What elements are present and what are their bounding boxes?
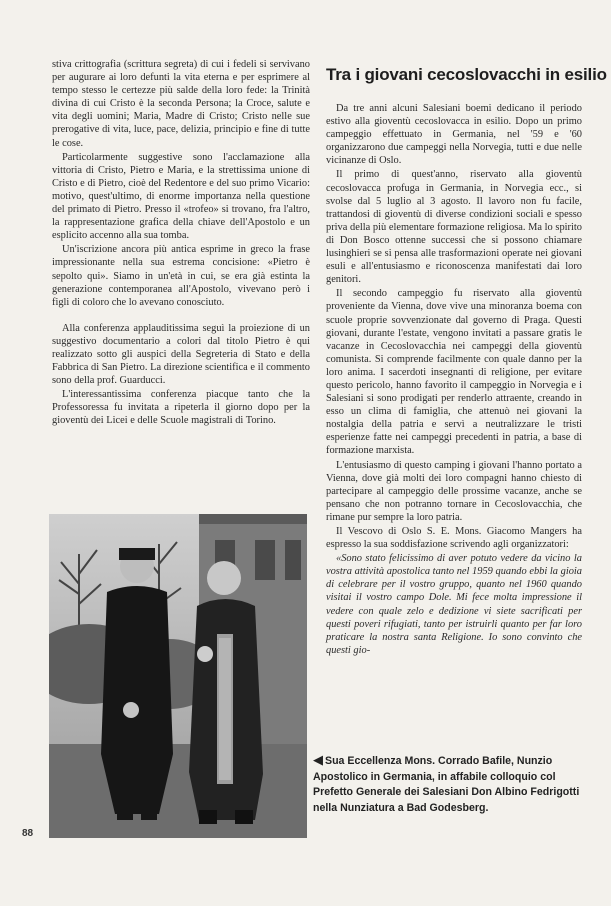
right-column — [326, 58, 607, 658]
caption-text: Sua Eccellenza Mons. Corrado Bafile, Nunzio Apostolico in Germania, in affabile colloquio col Prefetto Generale dei Salesiani Don Albino Fedrigotti nella Nunziatura a Bad Godesberg. — [313, 755, 580, 814]
left-paragraph: L'interessantissima conferenza piacque tanto che la Professoressa fu invitata a ripeterla il giorno dopo per la gioventù dei Licei e delle Scuole magistrali di Torino. — [52, 389, 310, 427]
right-paragraph: Il primo di quest'anno, riservato alla gioventù cecoslovacca profuga in Germania, in Norvegia ecc., si svolse dal 5 luglio al 3 agosto. Il lavoro non fu facile, trattandosi di gioventù di diverse condizioni sociali e spesso priva della più elementare formazione religiosa. Ma lo spirito di Don Bosco ottenne successi che si possono chiamare lusinghieri se si pensa alle trasformazioni operate nei giovani esuli e all'entusiasmo e riconoscenza manifestati dai loro genitori. — [326, 169, 582, 286]
right-paragraph: Il secondo campeggio fu riservato alla gioventù proveniente da Vienna, dove vive una minoranza boema con scuole proprie sovvenzionate dal governo di Praga. Questi giovani, durante l'estate, vengono invitati a passare gratis le vacanze in Cecoslovacchia nei campeggi della gioventù comunista. Si comprende facilmente con quale danno per la loro anima. I sacerdoti insegnanti di religione, per evitare questo pericolo, hanno favorito il campeggio in Norvegia e i Salesiani si sono prodigati per renderlo attraente, creando in esso un clima di famiglia, che attenuò nei giovani la nostalgia della patria e servì a neutralizzare le tristi esperienze fatte nei campeggi precedenti in patria, a base di formazione marxista. — [326, 288, 582, 457]
right-paragraph: Il Vescovo di Oslo S. E. Mons. Giacomo Mangers ha espresso la sua soddisfazione scrivendo agli organizzatori: — [326, 526, 582, 551]
page-number: 88 — [22, 828, 34, 839]
right-paragraph: Da tre anni alcuni Salesiani boemi dedicano il periodo estivo alla gioventù cecoslovacca in esilio. Dopo un primo campeggio effettuato in Germania, nel '59 e '60 organizzarono due campeggi nella Norvegia, tutti e due nelle vicinanze di Oslo. — [326, 103, 582, 167]
photo-caption — [313, 752, 585, 816]
bishop-quote: «Sono stato felicissimo di aver potuto vedere da vicino la vostra attività apostolica tanto nel 1959 quando ebbi la gioia di celebrare per il vostro gruppo, quanto nel 1960 quando visitai il vostro campo Dole. Mi fece molta impressione il vedere con quale zelo e dedizione vi siete sacrificati per questi poveri rifugiati, tanto per istruirli quanto per far loro praticare la nostra santa Religione. Io sono convinto che questi gio- — [326, 553, 582, 656]
photo-illustration — [49, 514, 307, 838]
article-heading: Tra i giovani cecoslovacchi in esilio — [326, 65, 607, 84]
left-triangle-icon: ◀ — [313, 752, 323, 767]
photograph — [49, 514, 307, 838]
right-paragraph: L'entusiasmo di questo camping i giovani l'hanno portato a Vienna, dove già molti dei loro compagni hanno chiesto di partecipare al campeggio delle prossime vacanze, anche se pensano che non potranno tornare in Cecoslovacchia, che rimane pur sempre la loro patria. — [326, 459, 582, 523]
left-paragraph: Particolarmente suggestive sono l'acclamazione alla vittoria di Cristo, Pietro e Maria, e la strettissima unione di Cristo e di Pietro, cioè del Redentore e del suo primo Vicario: motivo, quest'ultimo, di enorme importanza nella questione del primato di Pietro. Presso il «trofeo» si trovano, fra l'altro, la rappresentazione grafica della chiave dell'Apostolo e un esplicito accenno alla sua tomba. — [52, 151, 310, 242]
left-column — [52, 58, 310, 429]
left-paragraph: Un'iscrizione ancora più antica esprime in greco la frase impressionante nella sua estrema concisione: «Pietro è sepolto qui». Siamo in un'età in cui, se era già estinta la generazione contemporanea all'Apostolo, vivevano però i figli di coloro che lo avevano conosciuto. — [52, 244, 310, 308]
left-paragraph: stiva crittografia (scrittura segreta) di cui i fedeli si servivano per augurare ai loro defunti la vita eterna e per esprimere al tempo stesso le certezze più salde della loro fede: la Trinità divina di cui Cristo è la seconda Persona; la Croce, salute e vita degli uomini; Maria, Madre di Cristo; Cristo nelle sue prerogative di vita, luce, pace, delizia, principio e fine di tutte le cose. — [52, 59, 310, 149]
left-paragraph: Alla conferenza applauditissima seguì la proiezione di un suggestivo documentario a colori dal titolo Pietro è qui realizzato sotto gli auspici della Segreteria di Stato e della Fabbrica di San Pietro. La direzione scientifica e il commento sono della prof. Guarducci. — [52, 322, 310, 387]
